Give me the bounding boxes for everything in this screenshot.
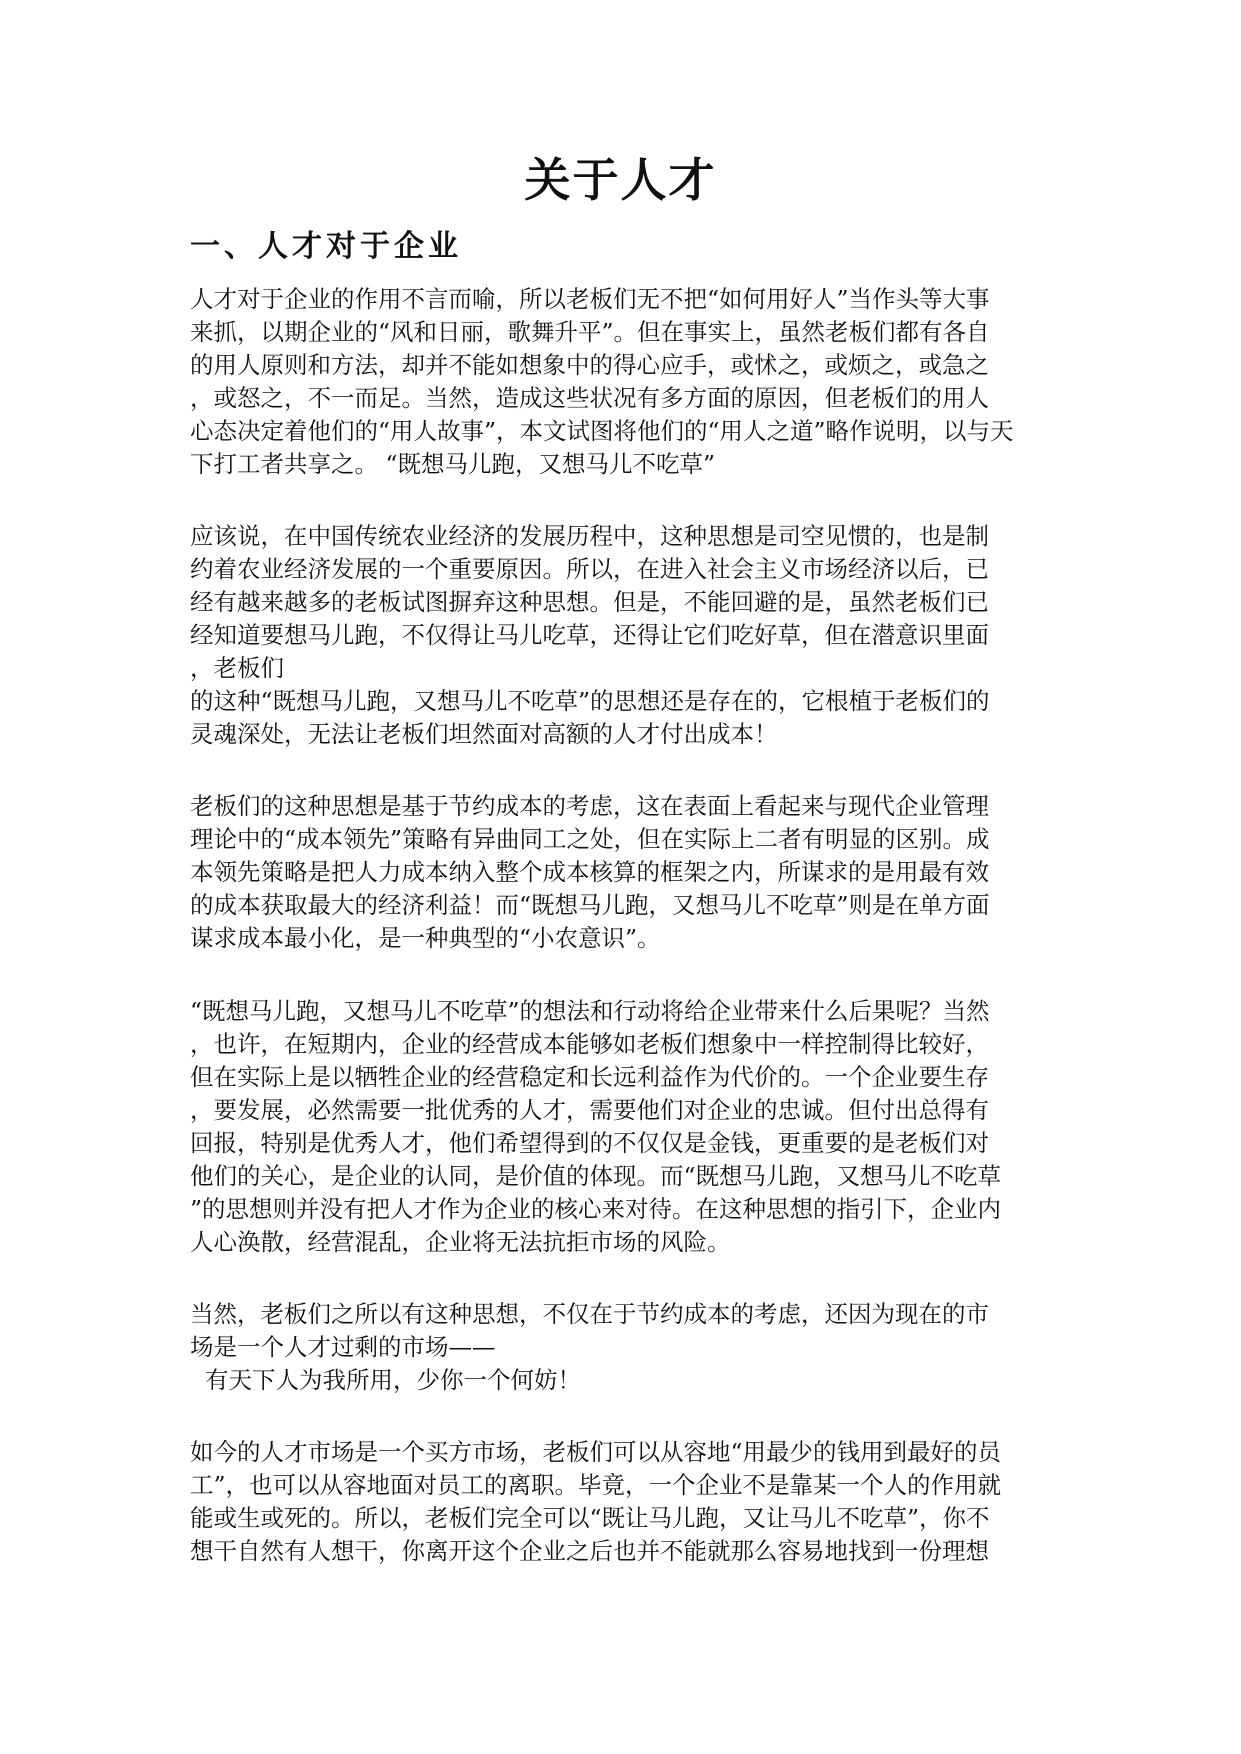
text-line: 的这种“既想马儿跑，又想马儿不吃草”的思想还是存在的，它根植于老板们的 xyxy=(190,687,990,715)
text-line: 回报，特别是优秀人才，他们希望得到的不仅仅是金钱，更重要的是老板们对 xyxy=(190,1129,989,1157)
text-line: 想干自然有人想干，你离开这个企业之后也并不能就那么容易地找到一份理想 xyxy=(190,1537,989,1565)
text-line: 经知道要想马儿跑，不仅得让马儿吃草，还得让它们吃好草，但在潜意识里面 xyxy=(190,621,989,649)
text-line: 本领先策略是把人力成本纳入整个成本核算的框架之内，所谋求的是用最有效 xyxy=(190,858,989,886)
text-line: ，或怒之，不一而足。当然，造成这些状况有多方面的原因，但老板们的用人 xyxy=(190,384,989,412)
text-line: 如今的人才市场是一个买方市场，老板们可以从容地“用最少的钱用到最好的员 xyxy=(190,1438,1002,1466)
text-line: 经有越来越多的老板试图摒弃这种思想。但是，不能回避的是，虽然老板们已 xyxy=(190,588,989,616)
text-line: 应该说，在中国传统农业经济的发展历程中，这种思想是司空见惯的，也是制 xyxy=(190,522,989,550)
text-line: 工”，也可以从容地面对员工的离职。毕竟，一个企业不是靠某一个人的作用就 xyxy=(190,1471,1002,1499)
text-line: ”的思想则并没有把人才作为企业的核心来对待。在这种思想的指引下，企业内 xyxy=(190,1195,1002,1223)
text-line: 心态决定着他们的“用人故事”，本文试图将他们的“用人之道”略作说明，以与天 xyxy=(190,417,1014,445)
text-line: 老板们的这种思想是基于节约成本的考虑，这在表面上看起来与现代企业管理 xyxy=(190,792,989,820)
text-line: 约着农业经济发展的一个重要原因。所以，在进入社会主义市场经济以后，已 xyxy=(190,555,989,583)
text-line: “既想马儿跑，又想马儿不吃草”的想法和行动将给企业带来什么后果呢？当然 xyxy=(190,997,990,1025)
text-line: 灵魂深处，无法让老板们坦然面对高额的人才付出成本！ xyxy=(190,720,778,748)
text-line: 但在实际上是以牺牲企业的经营稳定和长远利益作为代价的。一个企业要生存 xyxy=(190,1063,989,1091)
text-line: ，也许，在短期内，企业的经营成本能够如老板们想象中一样控制得比较好， xyxy=(190,1030,989,1058)
text-line: 能或生或死的。所以，老板们完全可以“既让马儿跑，又让马儿不吃草”，你不 xyxy=(190,1504,990,1532)
text-line: 他们的关心，是企业的认同，是价值的体现。而“既想马儿跑，又想马儿不吃草 xyxy=(190,1162,1002,1190)
text-line: 的成本获取最大的经济利益！而“既想马儿跑，又想马儿不吃草”则是在单方面 xyxy=(190,891,990,919)
text-line: 理论中的“成本领先”策略有异曲同工之处，但在实际上二者有明显的区别。成 xyxy=(190,825,990,853)
text-line: 谋求成本最小化，是一种典型的“小农意识”。 xyxy=(190,924,661,952)
text-line: ，老板们 xyxy=(190,654,284,682)
text-line: 当然，老板们之所以有这种思想，不仅在于节约成本的考虑，还因为现在的市 xyxy=(190,1300,989,1328)
text-line: 人才对于企业的作用不言而喻，所以老板们无不把“如何用好人”当作头等大事 xyxy=(190,285,990,313)
text-line: 有天下人为我所用，少你一个何妨！ xyxy=(190,1366,581,1394)
text-line: 人心涣散，经营混乱，企业将无法抗拒市场的风险。 xyxy=(190,1228,731,1256)
text-line: 下打工者共享之。 “既想马儿跑，又想马儿不吃草” xyxy=(190,450,715,478)
text-line: 的用人原则和方法，却并不能如想象中的得心应手，或怵之，或烦之，或急之 xyxy=(190,351,989,379)
text-line: ，要发展，必然需要一批优秀的人才，需要他们对企业的忠诚。但付出总得有 xyxy=(190,1096,989,1124)
text-line: 场是一个人才过剩的市场—— xyxy=(190,1333,496,1361)
page-title: 关于人才 xyxy=(524,153,717,207)
text-line: 来抓，以期企业的“风和日丽，歌舞升平”。但在事实上，虽然老板们都有各自 xyxy=(190,318,990,346)
section-heading: 一、人才对于企业 xyxy=(190,229,462,264)
